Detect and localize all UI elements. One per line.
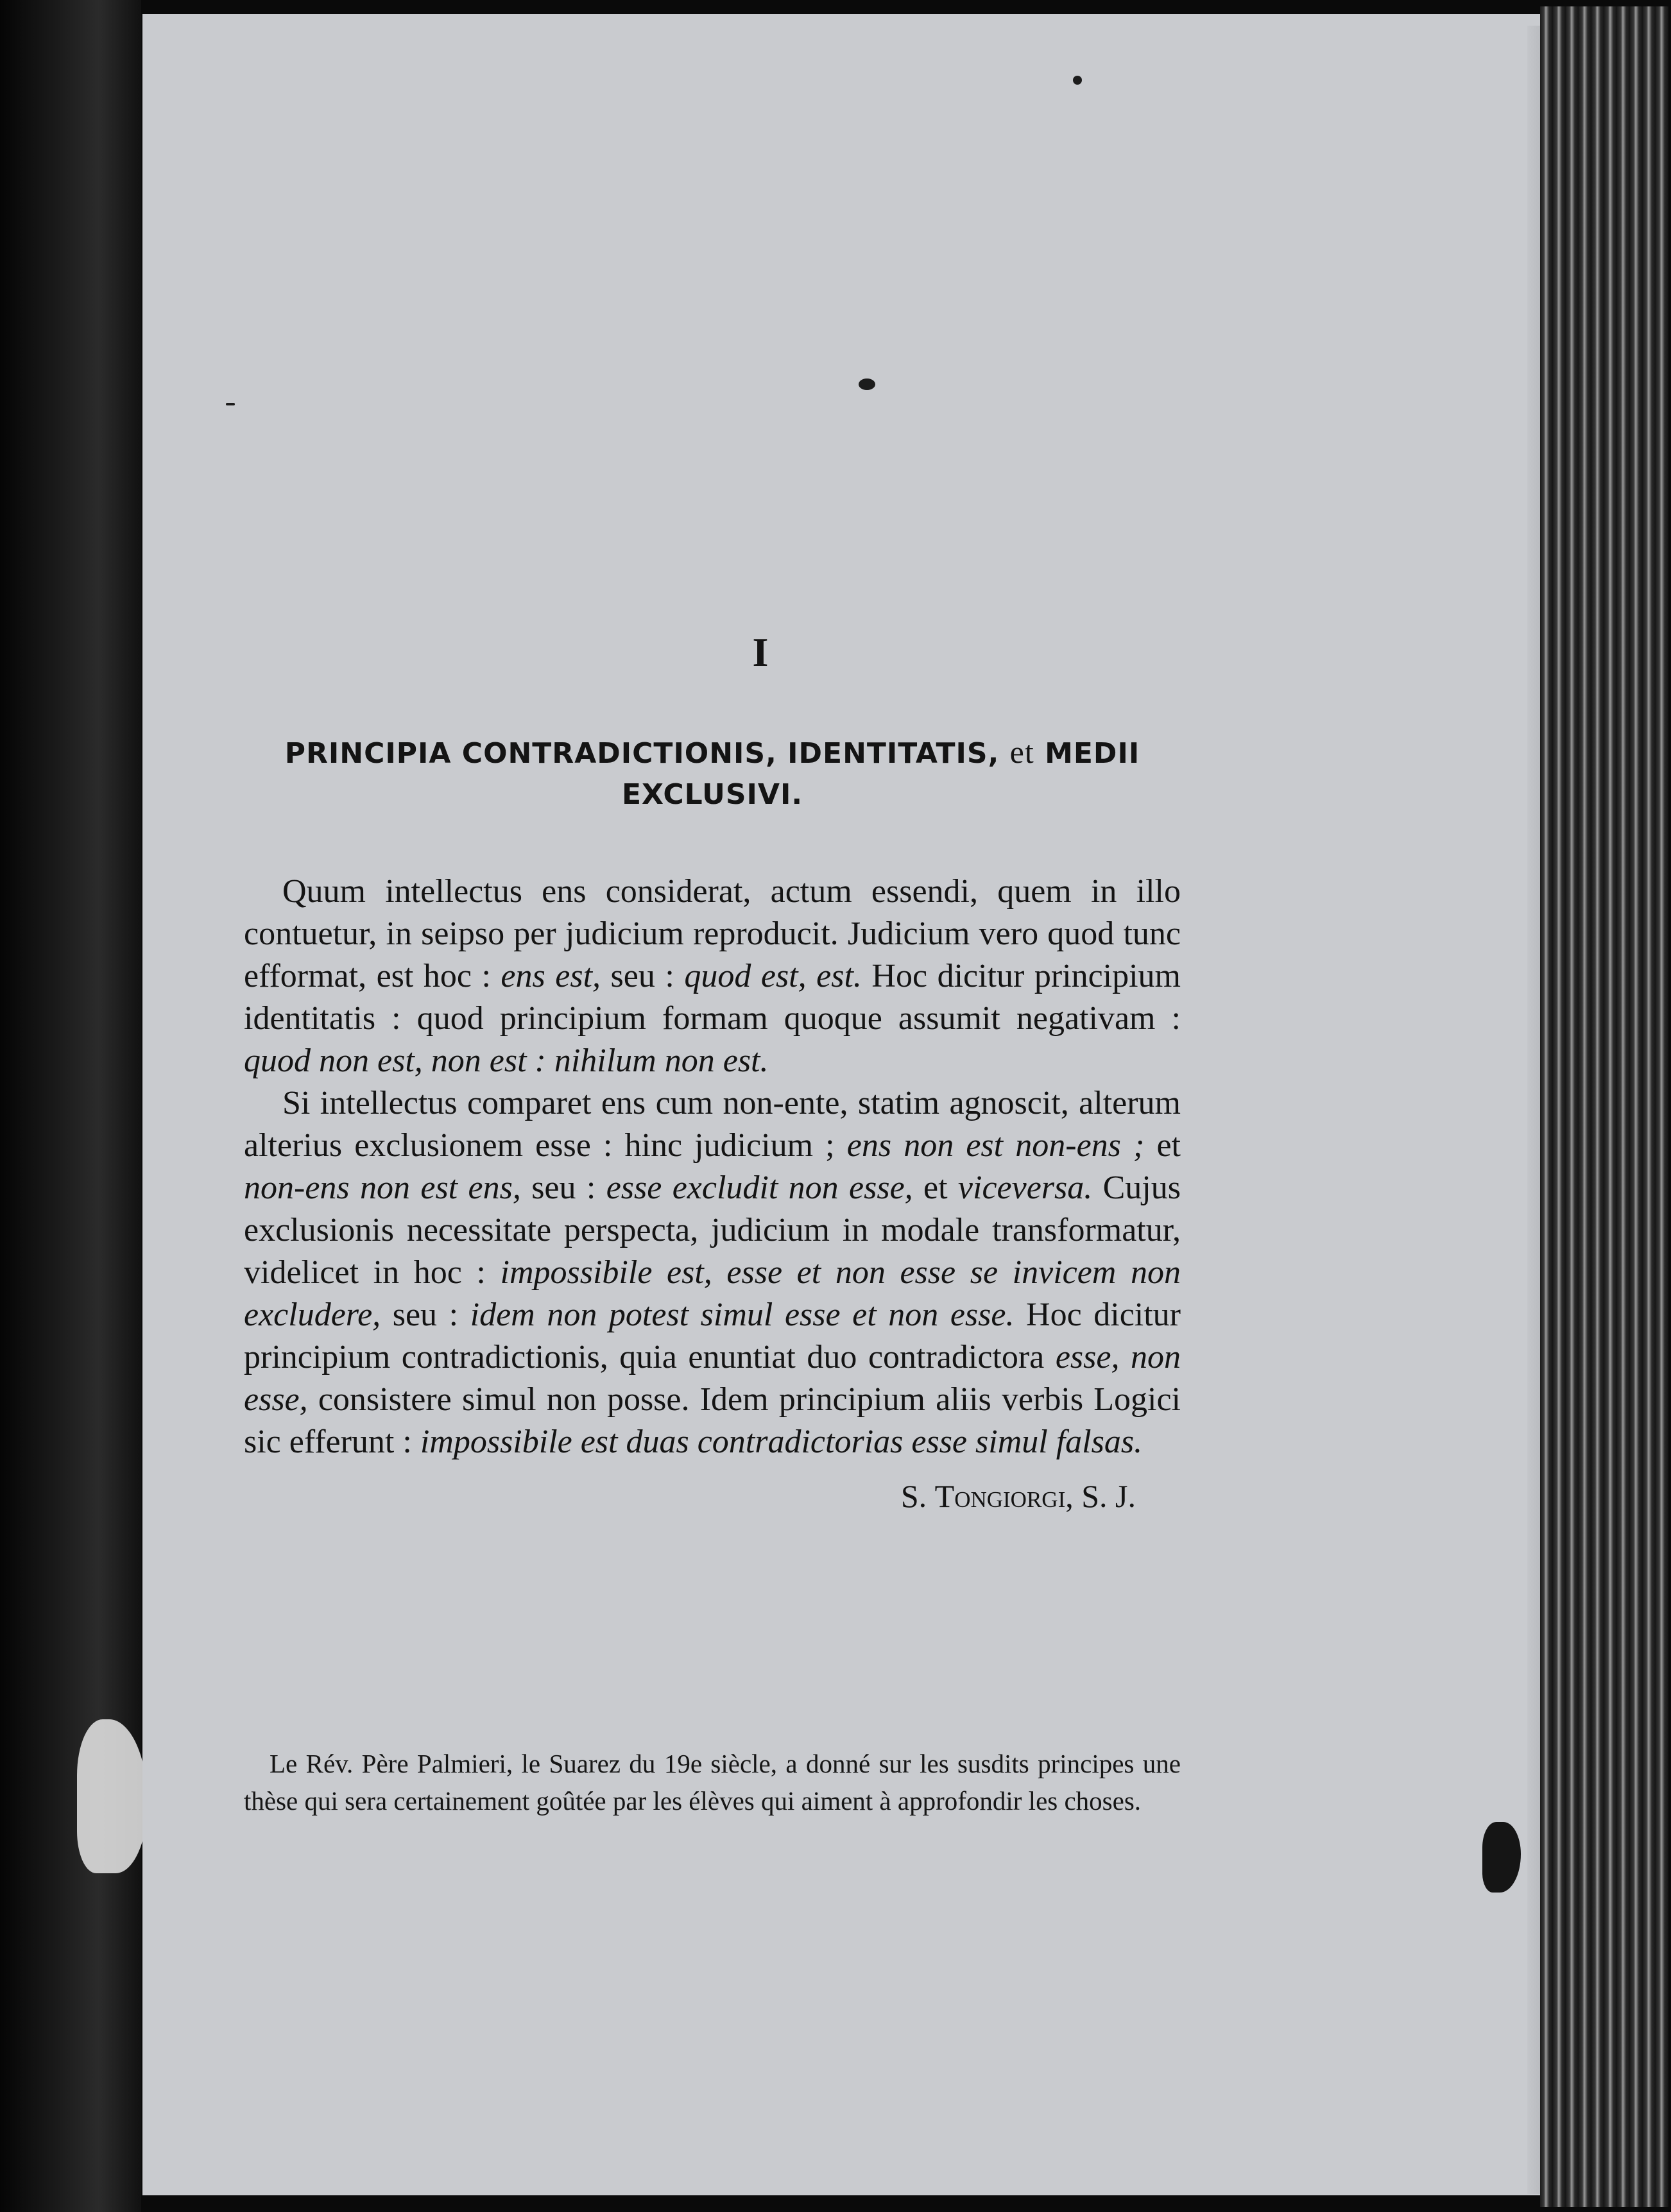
text-run: et <box>913 1170 958 1206</box>
main-text-block <box>244 629 1181 1515</box>
paragraph-contradiction-principle <box>244 1082 1181 1463</box>
stacked-page-edges <box>1540 6 1668 2207</box>
paragraph-identity-principle <box>244 871 1181 1082</box>
text-run: Quum intellectus ens considerat, actum essendi, quem in illo contuetur, in seipso per judicium reproducit. Judicium vero quod tunc efformat, est hoc : <box>244 873 1181 994</box>
text-run: Cujus exclusionis necessitate perspecta, judicium in modale transformatur, videlicet in hoc : <box>244 1170 1181 1291</box>
text-run: seu : <box>601 958 685 994</box>
ink-speck <box>226 403 235 405</box>
ink-speck <box>1073 76 1082 85</box>
italic-run: quod non est, non est : nihilum non est. <box>244 1042 769 1079</box>
italic-run: ens est, <box>501 958 601 994</box>
ink-speck <box>859 379 875 390</box>
italic-run: impossibile est duas contradictorias esse simul falsas. <box>420 1424 1143 1460</box>
text-run: seu : <box>381 1297 470 1333</box>
signature-prefix: S. <box>900 1478 935 1514</box>
text-run: et <box>1144 1127 1181 1164</box>
author-signature <box>244 1477 1136 1515</box>
text-run: consistere simul non posse. Idem principium aliis verbis Logici sic efferunt : <box>244 1381 1181 1460</box>
text-run: Hoc dicitur principium identitatis : quod principium formam quoque assumit negativam : <box>244 958 1181 1037</box>
heading-line-2: EXCLUSIVI. <box>621 778 803 811</box>
heading-et: et <box>1009 734 1034 770</box>
section-heading <box>244 731 1181 815</box>
italic-run: quod est, est. <box>684 958 862 994</box>
heading-part-a: PRINCIPIA CONTRADICTIONIS, IDENTITATIS, <box>284 737 1000 770</box>
heading-part-b: MEDII <box>1045 737 1140 770</box>
book-spine <box>0 0 141 2212</box>
italic-run: idem non potest simul esse et non esse. <box>470 1297 1015 1333</box>
italic-run: impossibile est, esse et non esse se invicem non excludere, <box>244 1254 1181 1333</box>
text-run: Si intellectus comparet ens cum non-ente, statim agnoscit, alterum alterius exclusionem esse : hinc judicium ; <box>244 1085 1181 1164</box>
section-number: I <box>752 629 769 675</box>
italic-run: esse excludit non esse, <box>606 1170 913 1206</box>
signature-name: Tongiorgi <box>934 1478 1066 1514</box>
italic-run: viceversa. <box>957 1170 1093 1206</box>
text-run: Hoc dicitur principium contradictionis, quia enuntiat duo contradictora <box>244 1297 1181 1375</box>
italic-run: esse, non esse, <box>244 1339 1181 1418</box>
italic-run: non-ens non est ens, <box>244 1170 521 1206</box>
signature-suffix: , S. J. <box>1065 1478 1136 1514</box>
text-run: seu : <box>520 1170 606 1206</box>
editorial-note: Le Rév. Père Palmieri, le Suarez du 19e siècle, a donné sur les susdits principes une thèse qui sera certainement goûtée par les élèves qui aiment à approfondir les choses. <box>244 1749 1181 1816</box>
italic-run: ens non est non-ens ; <box>846 1127 1145 1164</box>
